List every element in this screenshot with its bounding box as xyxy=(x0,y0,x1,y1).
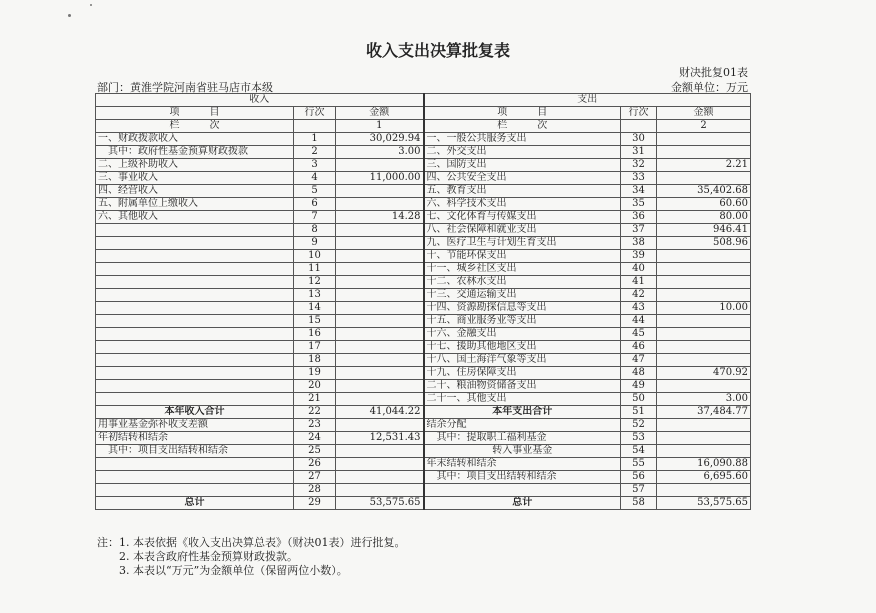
income-item xyxy=(96,328,294,341)
expense-rownum: 36 xyxy=(621,211,657,224)
notes xyxy=(97,536,406,578)
income-item xyxy=(96,367,294,380)
expense-item: 十、节能环保支出 xyxy=(424,250,621,263)
note-2: 2. 本表含政府性基金预算财政拨款。 xyxy=(119,550,298,563)
income-amount xyxy=(336,302,424,315)
expense-amount: 10.00 xyxy=(657,302,751,315)
income-rownum: 20 xyxy=(294,380,336,393)
table-row xyxy=(96,289,751,302)
income-item xyxy=(96,263,294,276)
income-amount xyxy=(336,328,424,341)
income-item xyxy=(96,250,294,263)
income-item xyxy=(96,341,294,354)
form-number: 财决批复01表 xyxy=(679,66,748,79)
expense-rownum: 38 xyxy=(621,237,657,250)
income-amount xyxy=(336,224,424,237)
income-amount: 14.28 xyxy=(336,211,424,224)
page-title: 收入支出决算批复表 xyxy=(365,41,510,60)
income-rownum: 18 xyxy=(294,354,336,367)
income-rownum: 16 xyxy=(294,328,336,341)
expense-rownum: 57 xyxy=(621,484,657,497)
income-item: 总计 xyxy=(96,497,294,510)
expense-rownum: 32 xyxy=(621,159,657,172)
table-row xyxy=(96,367,751,380)
unit-label: 金额单位：万元 xyxy=(671,81,748,94)
expense-item: 一、一般公共服务支出 xyxy=(424,133,621,146)
income-rownum: 27 xyxy=(294,471,336,484)
table-row xyxy=(96,432,751,445)
income-rownum: 14 xyxy=(294,302,336,315)
table-row xyxy=(96,445,751,458)
expense-rownum: 58 xyxy=(621,497,657,510)
expense-rownum: 45 xyxy=(621,328,657,341)
expense-rownum: 34 xyxy=(621,185,657,198)
expense-amount xyxy=(657,341,751,354)
table-row xyxy=(96,315,751,328)
income-amount xyxy=(336,185,424,198)
expense-item: 十五、商业服务业等支出 xyxy=(424,315,621,328)
expense-amount: 37,484.77 xyxy=(657,406,751,419)
table-row xyxy=(96,159,751,172)
expense-amount xyxy=(657,484,751,497)
department-label: 部门：黄淮学院河南省驻马店市本级 xyxy=(97,81,273,94)
expense-item: 六、科学技术支出 xyxy=(424,198,621,211)
approval-table xyxy=(95,93,751,510)
table-row xyxy=(96,198,751,211)
income-amount xyxy=(336,263,424,276)
expense-amount xyxy=(657,419,751,432)
income-item: 用事业基金弥补收支差额 xyxy=(96,419,294,432)
header-row-sections xyxy=(96,94,751,107)
expense-rownum: 40 xyxy=(621,263,657,276)
expense-item: 十九、住房保障支出 xyxy=(424,367,621,380)
expense-item: 十三、交通运输支出 xyxy=(424,289,621,302)
expense-item: 八、社会保障和就业支出 xyxy=(424,224,621,237)
expense-amount xyxy=(657,172,751,185)
income-rownum: 13 xyxy=(294,289,336,302)
expense-rownum: 46 xyxy=(621,341,657,354)
table-row xyxy=(96,471,751,484)
income-amount xyxy=(336,367,424,380)
income-amount: 12,531.43 xyxy=(336,432,424,445)
expense-amount-header: 金额 xyxy=(657,107,751,120)
income-rownum: 10 xyxy=(294,250,336,263)
expense-item: 四、公共安全支出 xyxy=(424,172,621,185)
expense-item: 三、国防支出 xyxy=(424,159,621,172)
table-row xyxy=(96,393,751,406)
table-row xyxy=(96,484,751,497)
expense-rownum-header: 行次 xyxy=(621,107,657,120)
expense-rownum: 50 xyxy=(621,393,657,406)
income-rownum: 7 xyxy=(294,211,336,224)
income-amount xyxy=(336,315,424,328)
expense-rownum: 44 xyxy=(621,315,657,328)
income-item xyxy=(96,458,294,471)
income-amount xyxy=(336,471,424,484)
expense-amount xyxy=(657,315,751,328)
expense-rownum: 51 xyxy=(621,406,657,419)
expense-item: 九、医疗卫生与计划生育支出 xyxy=(424,237,621,250)
expense-item: 结余分配 xyxy=(424,419,621,432)
expense-amount xyxy=(657,380,751,393)
income-item xyxy=(96,380,294,393)
income-amount xyxy=(336,341,424,354)
expense-amount xyxy=(657,146,751,159)
table-row xyxy=(96,146,751,159)
income-rownum: 8 xyxy=(294,224,336,237)
income-item xyxy=(96,237,294,250)
income-item: 四、经营收入 xyxy=(96,185,294,198)
income-rownum: 5 xyxy=(294,185,336,198)
table-row xyxy=(96,224,751,237)
income-rownum-header: 行次 xyxy=(294,107,336,120)
note-3: 3. 本表以“万元”为金额单位（保留两位小数）。 xyxy=(119,564,348,577)
expense-amount: 2.21 xyxy=(657,159,751,172)
expense-amount xyxy=(657,276,751,289)
expense-item: 其中：提取职工福利基金 xyxy=(424,432,621,445)
income-amount xyxy=(336,393,424,406)
income-rownum: 21 xyxy=(294,393,336,406)
income-item: 五、附属单位上缴收入 xyxy=(96,198,294,211)
income-rownum: 4 xyxy=(294,172,336,185)
expense-item: 转入事业基金 xyxy=(424,445,621,458)
income-rownum: 29 xyxy=(294,497,336,510)
table-row xyxy=(96,211,751,224)
income-col-number: 1 xyxy=(336,120,424,133)
expense-lanci: 栏 次 xyxy=(424,120,621,133)
income-rownum: 9 xyxy=(294,237,336,250)
income-amount-header: 金额 xyxy=(336,107,424,120)
income-item xyxy=(96,484,294,497)
income-item-header: 项 目 xyxy=(96,107,294,120)
expense-amount: 3.00 xyxy=(657,393,751,406)
table-row xyxy=(96,354,751,367)
expense-amount: 470.92 xyxy=(657,367,751,380)
income-rownum: 17 xyxy=(294,341,336,354)
income-lanci: 栏 次 xyxy=(96,120,294,133)
table-row xyxy=(96,341,751,354)
income-item xyxy=(96,393,294,406)
income-rownum: 19 xyxy=(294,367,336,380)
expense-item: 十一、城乡社区支出 xyxy=(424,263,621,276)
income-amount xyxy=(336,198,424,211)
income-item xyxy=(96,471,294,484)
expense-item: 年末结转和结余 xyxy=(424,458,621,471)
income-item: 三、事业收入 xyxy=(96,172,294,185)
expense-item: 十六、金融支出 xyxy=(424,328,621,341)
income-amount: 30,029.94 xyxy=(336,133,424,146)
income-item: 其中：政府性基金预算财政拨款 xyxy=(96,146,294,159)
expense-lanci-empty xyxy=(621,120,657,133)
expense-rownum: 43 xyxy=(621,302,657,315)
expense-rownum: 48 xyxy=(621,367,657,380)
table-row xyxy=(96,250,751,263)
income-amount xyxy=(336,237,424,250)
expense-amount xyxy=(657,133,751,146)
expense-rownum: 41 xyxy=(621,276,657,289)
income-item: 六、其他收入 xyxy=(96,211,294,224)
expense-amount xyxy=(657,432,751,445)
income-item: 本年收入合计 xyxy=(96,406,294,419)
income-amount xyxy=(336,380,424,393)
income-item xyxy=(96,224,294,237)
table-row xyxy=(96,237,751,250)
expense-amount xyxy=(657,328,751,341)
income-item: 一、财政拨款收入 xyxy=(96,133,294,146)
expense-item: 五、教育支出 xyxy=(424,185,621,198)
expense-item: 十二、农林水支出 xyxy=(424,276,621,289)
income-rownum: 24 xyxy=(294,432,336,445)
expense-amount: 60.60 xyxy=(657,198,751,211)
expense-rownum: 37 xyxy=(621,224,657,237)
scan-speck xyxy=(90,4,92,6)
expense-rownum: 39 xyxy=(621,250,657,263)
income-rownum: 1 xyxy=(294,133,336,146)
income-header: 收入 xyxy=(96,94,424,107)
table-row xyxy=(96,328,751,341)
scan-speck xyxy=(68,14,71,17)
income-amount xyxy=(336,458,424,471)
expense-amount: 35,402.68 xyxy=(657,185,751,198)
expense-rownum: 54 xyxy=(621,445,657,458)
expense-amount xyxy=(657,289,751,302)
income-item xyxy=(96,354,294,367)
income-item xyxy=(96,289,294,302)
income-amount: 53,575.65 xyxy=(336,497,424,510)
table-row xyxy=(96,276,751,289)
income-item xyxy=(96,302,294,315)
income-item xyxy=(96,276,294,289)
expense-rownum: 33 xyxy=(621,172,657,185)
expense-amount xyxy=(657,263,751,276)
expense-item: 二十、粮油物资储备支出 xyxy=(424,380,621,393)
expense-rownum: 49 xyxy=(621,380,657,393)
income-rownum: 25 xyxy=(294,445,336,458)
expense-item: 十八、国土海洋气象等支出 xyxy=(424,354,621,367)
expense-item: 二、外交支出 xyxy=(424,146,621,159)
expense-item: 本年支出合计 xyxy=(424,406,621,419)
expense-rownum: 52 xyxy=(621,419,657,432)
income-amount: 3.00 xyxy=(336,146,424,159)
income-rownum: 15 xyxy=(294,315,336,328)
income-rownum: 6 xyxy=(294,198,336,211)
income-amount xyxy=(336,276,424,289)
expense-rownum: 35 xyxy=(621,198,657,211)
income-amount: 41,044.22 xyxy=(336,406,424,419)
header-row-columns xyxy=(96,107,751,120)
table-row xyxy=(96,172,751,185)
expense-amount xyxy=(657,445,751,458)
income-amount xyxy=(336,419,424,432)
expense-rownum: 56 xyxy=(621,471,657,484)
income-item: 年初结转和结余 xyxy=(96,432,294,445)
note-1: 注：1. 本表依据《收入支出决算总表》（财决01表）进行批复。 xyxy=(97,536,406,549)
expense-item: 总计 xyxy=(424,497,621,510)
table-row xyxy=(96,302,751,315)
income-rownum: 23 xyxy=(294,419,336,432)
expense-item-header: 项 目 xyxy=(424,107,621,120)
expense-amount: 946.41 xyxy=(657,224,751,237)
income-rownum: 28 xyxy=(294,484,336,497)
expense-item: 七、文化体育与传媒支出 xyxy=(424,211,621,224)
income-amount xyxy=(336,354,424,367)
expense-rownum: 55 xyxy=(621,458,657,471)
income-item xyxy=(96,315,294,328)
expense-amount: 6,695.60 xyxy=(657,471,751,484)
income-amount xyxy=(336,445,424,458)
table-row xyxy=(96,380,751,393)
income-amount xyxy=(336,289,424,302)
expense-amount xyxy=(657,250,751,263)
income-amount xyxy=(336,159,424,172)
expense-amount: 508.96 xyxy=(657,237,751,250)
expense-rownum: 47 xyxy=(621,354,657,367)
table-row xyxy=(96,133,751,146)
expense-header: 支出 xyxy=(424,94,751,107)
income-item: 其中：项目支出结转和结余 xyxy=(96,445,294,458)
income-rownum: 2 xyxy=(294,146,336,159)
income-rownum: 11 xyxy=(294,263,336,276)
income-amount xyxy=(336,250,424,263)
expense-rownum: 53 xyxy=(621,432,657,445)
expense-amount: 16,090.88 xyxy=(657,458,751,471)
table-row xyxy=(96,497,751,510)
table-row xyxy=(96,263,751,276)
income-rownum: 26 xyxy=(294,458,336,471)
table-row xyxy=(96,185,751,198)
income-amount: 11,000.00 xyxy=(336,172,424,185)
expense-amount: 53,575.65 xyxy=(657,497,751,510)
expense-item xyxy=(424,484,621,497)
income-rownum: 22 xyxy=(294,406,336,419)
income-item: 二、上级补助收入 xyxy=(96,159,294,172)
expense-item: 其中：项目支出结转和结余 xyxy=(424,471,621,484)
expense-rownum: 31 xyxy=(621,146,657,159)
expense-item: 十七、援助其他地区支出 xyxy=(424,341,621,354)
expense-amount xyxy=(657,354,751,367)
expense-col-number: 2 xyxy=(657,120,751,133)
table-row xyxy=(96,406,751,419)
expense-item: 十四、资源勘探信息等支出 xyxy=(424,302,621,315)
header-row-lanci xyxy=(96,120,751,133)
income-rownum: 12 xyxy=(294,276,336,289)
expense-rownum: 42 xyxy=(621,289,657,302)
expense-item: 二十一、其他支出 xyxy=(424,393,621,406)
table-row xyxy=(96,419,751,432)
income-lanci-empty xyxy=(294,120,336,133)
income-amount xyxy=(336,484,424,497)
income-rownum: 3 xyxy=(294,159,336,172)
table-row xyxy=(96,458,751,471)
expense-rownum: 30 xyxy=(621,133,657,146)
expense-amount: 80.00 xyxy=(657,211,751,224)
